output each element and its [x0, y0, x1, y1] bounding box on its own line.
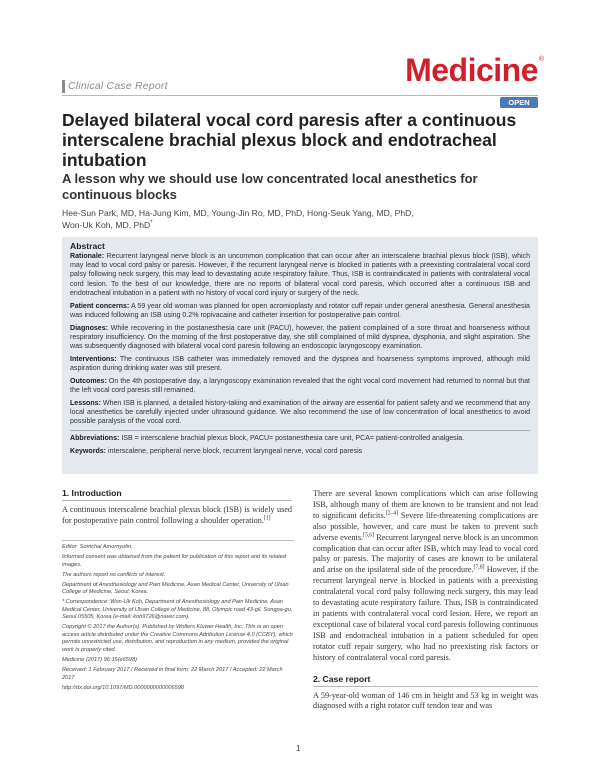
article-subtitle: A lesson why we should use low concentrated local anesthetics for continuous blocks — [62, 171, 478, 202]
section-label: Outcomes: — [70, 377, 107, 385]
case-report-rule — [313, 686, 538, 687]
page-number: 1 — [296, 744, 301, 753]
section-label: Rationale: — [70, 253, 105, 260]
introduction-text — [62, 505, 292, 527]
keywords-label: Keywords: — [70, 447, 107, 455]
registered-mark: ® — [538, 56, 544, 63]
section-text: On the 4th postoperative day, a laryngoscopy examination revealed that the right vocal cord movement had returned to normal but that the left vocal cord paresis still remained. — [70, 377, 530, 395]
open-access-badge: OPEN — [500, 97, 538, 108]
section-text: Recurrent laryngeal nerve block is an uncommon complication that can occur after an interscalene brachial plexus block (ISB), which may lead to vocal cord palsy or paresis. However, if the recurrent laryngeal nerve is blocked in patients with a preexisting contralateral vocal cord palsy following neck surgery, this may lead to devastating acute respiratory failure. Thus, ISB is contraindicated in patients with contralateral vocal cord lesion. To the best of our knowledge, there are no reports of bilateral vocal cord paresis, which occurred after a continuous ISB and endotracheal intubation in a patient with no history of vocal cord injury or surgery of the neck. — [70, 253, 530, 297]
right-column — [313, 489, 538, 712]
citation: [5,6] — [363, 531, 375, 538]
keywords — [70, 447, 530, 456]
abstract-lessons — [70, 399, 530, 427]
abstract-heading: Abstract — [70, 241, 105, 251]
abstract-divider — [70, 430, 530, 431]
abstract-outcomes — [70, 377, 530, 395]
abbreviations-text: ISB = interscalene brachial plexus block, PACU= postanesthesia care unit, PCA= patient-controlled analgesia. — [121, 435, 465, 443]
section-label: Diagnoses: — [70, 324, 108, 332]
section-text: While recovering in the postanesthesia care unit (PACU), however, the patient complained of a sore throat and hoarseness without respiratory insufficiency. On the morning of the first postoperative day, she still complained of mild dyspnea, dysphonia, and slight aspiration. She was subsequently diagnosed with bilateral vocal cord paresis following an endoscopic laryngoscopy examination. — [70, 324, 531, 351]
intro-text-d: However, if the recurrent laryngeal nerve is blocked in patients with a preexisting contralateral vocal cord palsy following neck surgery, this may lead to devastating acute respiratory failure. Thus, ISB is contraindicated in patients with contralateral vocal cord lesion. Here, we report an exceptional case of bilateral vocal cord paresis following continuous ISB and endotracheal intubation in a patient scheduled for open rotator cuff repair surgery, who had no preexisting risk factors or history of contralateral vocal cord paresis. — [313, 565, 538, 662]
abstract-interventions — [70, 355, 530, 373]
note-citation: Medicine (2017) 96:15(e6598) — [62, 657, 137, 664]
intro-continued — [313, 489, 538, 664]
note-conflicts: The authors report no conflicts of interest. — [62, 571, 166, 578]
author-list — [62, 208, 538, 231]
article-category: Clinical Case Report — [68, 80, 168, 92]
keywords-text: interscalene, peripheral nerve block, recurrent laryngeal nerve, vocal cord paresis — [108, 447, 363, 455]
note-correspondence: * Correspondence: Won-Uk Koh, Department of Anesthesiology and Pain Medicine, Asan Medical Center, University of Ulsan College of Medicine, 88, Olympic road 43-gil, Songpa-gu, Seoul 05505, Korea (e-mail: koh9726@naver.com). — [62, 599, 293, 621]
intro-text-c: Recurrent laryngeal nerve block is an uncommon complication that can occur after ISB, which may lead to vocal cord palsy or paresis. The majority of cases are known to be unilateral and arise on the ipsilateral side of the procedure. — [313, 532, 538, 575]
intro-text-b: Severe life-threatening complications are also possible, however, and care must be taken to prevent such adverse events. — [313, 510, 538, 542]
authors-line-2-text: Won-Uk Koh, MD, PhD — [62, 219, 151, 230]
intro-paragraph: A continuous interscalene brachial plexus block (ISB) is widely used for postoperative pain control following a shoulder operation. — [62, 505, 292, 525]
corresponding-mark: * — [150, 219, 153, 226]
section-text: A 59 year old woman was planned for open acromioplasty and rotator cuff repair under general anesthesia. General anesthesia was induced following an ISB using 0.2% ropivacaine and catheter insertion for postoperative pain control. — [70, 302, 530, 319]
note-doi: http://dx.doi.org/10.1097/MD.0000000000006598 — [62, 684, 184, 691]
abstract-rationale — [70, 252, 530, 298]
section-label: Lessons: — [70, 399, 101, 407]
introduction-heading: 1. Introduction — [62, 488, 122, 498]
abstract-diagnoses — [70, 324, 530, 352]
abbreviations-label: Abbreviations: — [70, 435, 120, 443]
case-report-text: A 59-year-old woman of 146 cm in height and 53 kg in weight was diagnosed with a right rotator cuff tendon tear and was — [313, 690, 538, 711]
article-notes — [62, 540, 294, 695]
abstract-patient-concerns — [70, 302, 530, 320]
abbreviations — [70, 434, 530, 443]
note-received: Received: 1 February 2017 / Received in final form: 22 March 2017 / Accepted: 22 March 2017 — [62, 667, 283, 681]
introduction-rule — [62, 500, 292, 501]
case-report-heading: 2. Case report — [313, 673, 371, 684]
citation: [2–4] — [385, 510, 399, 517]
notes-rule — [62, 540, 294, 541]
authors-line-2 — [62, 220, 538, 232]
abstract-box — [62, 237, 538, 474]
note-consent: Informed consent was obtained from the patient for publication of this report and its related images. — [62, 553, 286, 568]
authors-line-1: Hee-Sun Park, MD, Ha-Jung Kim, MD, Young-Jin Ro, MD, PhD, Hong-Seuk Yang, MD, PhD, — [62, 208, 414, 218]
journal-logo: Medicine — [405, 52, 538, 88]
section-label: Patient concerns: — [70, 302, 130, 310]
section-text: The continuous ISB catheter was immediately removed and the dyspnea and hoarseness symptoms improved, although mild aspiration during drinking water was still present. — [70, 355, 530, 373]
intro-text-a: There are several known complications which can arise following ISB, although many of them are known to be transient and not lead to significant deficits. — [313, 489, 538, 520]
section-text: When ISB is planned, a detailed history-taking and examination of the airway are essential for patient safety and we recommend that any local anesthetics be carefully injected under ultrasound guidance. We also recommend the use of low concentration of local anesthetics to avoid possible paralysis of the vocal cord. — [70, 399, 530, 426]
note-affiliation: Department of Anesthesiology and Pain Medicine, Asan Medical Center, University of Ulsan College of Medicine, Seoul, Korea. — [62, 581, 289, 596]
note-copyright: Copyright © 2017 the Author(s). Published by Wolters Kluwer Health, Inc. This is an open access article distributed under the Creative Commons Attribution License 4.0 (CCBY), which permits unrestricted use, distribution, and reproduction in any medium, provided the original work is properly cited. — [62, 624, 293, 654]
header-rule — [62, 95, 538, 96]
left-column — [62, 488, 292, 527]
article-title: Delayed bilateral vocal cord paresis after a continuous interscalene brachial plexus block and endotracheal intubation — [62, 110, 517, 170]
citation: [7,8] — [473, 564, 485, 571]
section-label: Interventions: — [70, 355, 117, 363]
category-bar — [62, 80, 65, 93]
note-editor: Editor: Somchai Amornyotin. — [62, 544, 133, 550]
intro-citation: [1] — [263, 515, 271, 522]
